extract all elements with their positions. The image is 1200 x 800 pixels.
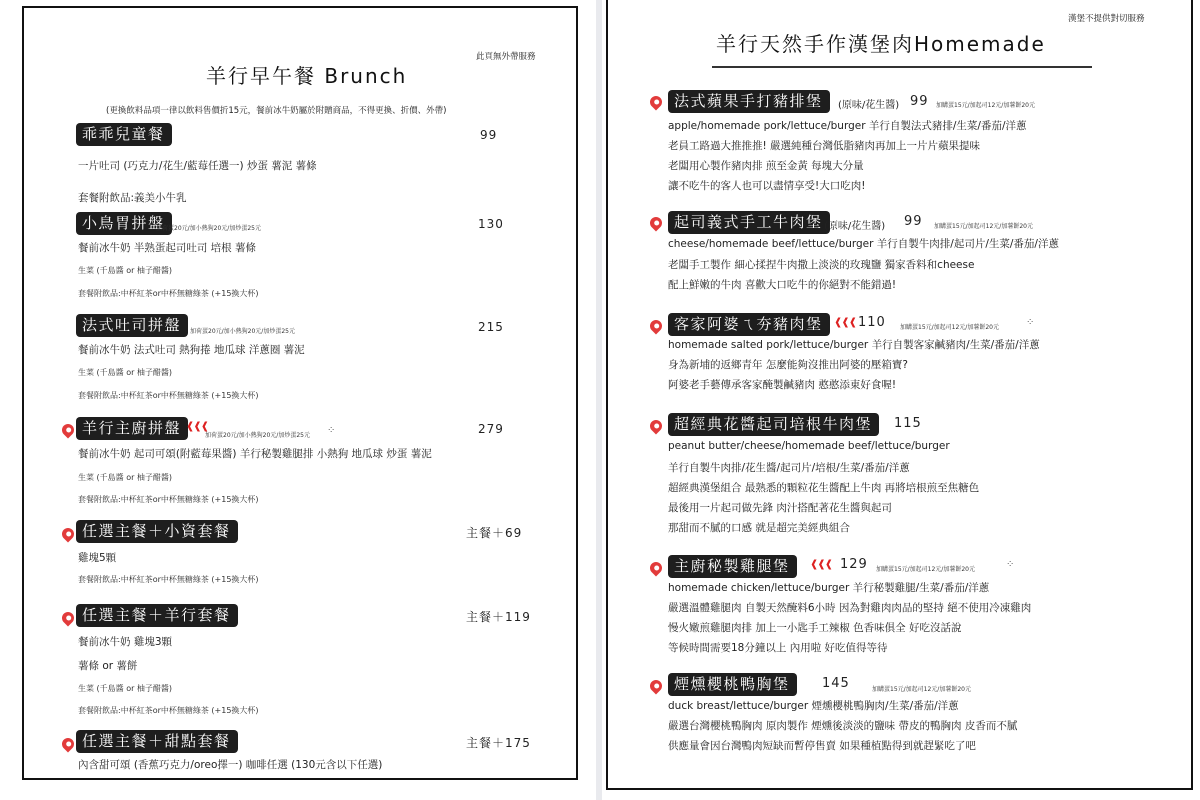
menu-item-desc: 一片吐司 (巧克力/花生/藍莓任選一) 炒蛋 薯泥 薯條 bbox=[78, 160, 317, 172]
burger-desc: 供應量會因台灣鴨肉短缺而暫停售賣 如果種植點得到就趕緊吃了吧 bbox=[668, 740, 976, 752]
burger-desc: homemade chicken/lettuce/burger 羊行秘製雞腿/生菜/番茄/洋蔥 bbox=[668, 582, 990, 594]
burger-name: 起司義式手工牛肉堡 bbox=[668, 211, 830, 234]
menu-item-desc: 餐前冰牛奶 半熟蛋起司吐司 培根 薯條 bbox=[78, 242, 257, 254]
brunch-menu-page bbox=[0, 0, 596, 800]
menu-item-price: 主餐＋69 bbox=[466, 526, 523, 540]
menu-item-salad: 生菜 (千島醬 or 柚子醋醬) bbox=[78, 473, 173, 482]
burger-name: 煙燻櫻桃鴨胸堡 bbox=[668, 673, 797, 696]
menu-item-price: 130 bbox=[478, 217, 504, 231]
menu-item-name: 任選主餐＋羊行套餐 bbox=[76, 604, 238, 627]
menu-item-name: 任選主餐＋小資套餐 bbox=[76, 520, 238, 543]
burger-desc: 讓不吃牛的客人也可以盡情享受!大口吃肉! bbox=[668, 180, 866, 192]
burger-addon: 加購蛋15元/加起司12元/加薯餅20元 bbox=[900, 324, 999, 331]
burger-price: 110 bbox=[858, 315, 886, 330]
burger-desc: 老闆手工製作 細心揉捏牛肉撒上淡淡的玫瑰鹽 獨家香料和cheese bbox=[668, 259, 975, 271]
menu-item-addon: 加荷蛋20元/加小熱狗20元/加炒蛋25元 bbox=[205, 432, 310, 439]
menu-item-salad: 生菜 (千島醬 or 柚子醋醬) bbox=[78, 368, 173, 377]
burger-desc: 那甜而不膩的口感 就是超完美經典組合 bbox=[668, 522, 850, 534]
burger-desc: 慢火嫩煎雞腿肉排 加上一小匙手工辣椒 色香味俱全 好吃沒話說 bbox=[668, 622, 962, 634]
menu-item-name: 乖乖兒童餐 bbox=[76, 123, 172, 146]
menu-item-name: 法式吐司拼盤 bbox=[76, 314, 188, 337]
bone-icon: ⁘ bbox=[1026, 317, 1035, 328]
burger-name: 主廚秘製雞腿堡 bbox=[668, 555, 797, 578]
menu-item-price: 主餐＋119 bbox=[466, 610, 531, 624]
burger-addon: 加購蛋15元/加起司12元/加薯餅20元 bbox=[934, 223, 1033, 230]
burger-desc: 超經典漢堡組合 最熟悉的顆粒花生醬配上牛肉 再將培根煎至焦糖色 bbox=[668, 482, 980, 494]
burger-name: 客家阿婆ㄟ夯豬肉堡 bbox=[668, 313, 830, 336]
burger-addon: 加購蛋15元/加起司12元/加薯餅20元 bbox=[936, 102, 1035, 109]
menu-item-drink: 套餐附飲品:中杯紅茶or中杯無糖綠茶 (+15換大杯) bbox=[78, 289, 259, 298]
burger-desc: duck breast/lettuce/burger 煙燻櫻桃鴨胸肉/生菜/番茄/洋蔥 bbox=[668, 700, 959, 712]
no-cut-note: 漢堡不提供對切服務 bbox=[1068, 14, 1145, 24]
menu-item-desc: 內含甜可頌 (香蕉巧克力/oreo擇一) 咖啡任選 (130元含以下任選) bbox=[78, 759, 383, 771]
burger-desc: 老闆用心製作豬肉排 煎至金黃 每塊大分量 bbox=[668, 160, 864, 172]
menu-item-desc: 餐前冰牛奶 起司可頌(附藍莓果醬) 羊行秘製雞腿排 小熱狗 地瓜球 炒蛋 薯泥 bbox=[78, 448, 432, 460]
menu-item-price: 215 bbox=[478, 320, 504, 334]
burger-desc: 老員工路過大推推推! 嚴選純種台灣低脂豬肉再加上一片片蘋果提味 bbox=[668, 140, 981, 152]
burger-desc: 嚴選溫體雞腿肉 自製天然醃料6小時 因為對雞肉肉品的堅持 絕不使用冷凍雞肉 bbox=[668, 602, 1032, 614]
menu-item-name: 羊行主廚拼盤 bbox=[76, 417, 188, 440]
page-title: 羊行早午餐 Brunch bbox=[206, 64, 408, 88]
menu-item-desc: 餐前冰牛奶 法式吐司 熱狗捲 地瓜球 洋蔥圈 薯泥 bbox=[78, 344, 305, 356]
menu-item-name: 任選主餐＋甜點套餐 bbox=[76, 730, 238, 753]
menu-item-drink: 套餐附飲品:中杯紅茶or中杯無糖綠茶 (+15換大杯) bbox=[78, 706, 259, 715]
burger-desc: 最後用一片起司做先鋒 肉汁搭配著花生醬與起司 bbox=[668, 502, 892, 514]
burger-addon: 加購蛋15元/加起司12元/加薯餅20元 bbox=[872, 686, 971, 693]
burger-price: 99 bbox=[910, 94, 929, 109]
burger-price: 115 bbox=[894, 416, 922, 431]
burger-sauce: (原味/花生醬) bbox=[838, 100, 900, 111]
menu-item-addon: 加荷蛋20元/加小熱狗20元/加炒蛋25元 bbox=[190, 328, 295, 335]
menu-item-name: 小鳥胃拼盤 bbox=[76, 212, 172, 235]
burger-price: 129 bbox=[840, 557, 868, 572]
bone-icon: ⁘ bbox=[1006, 559, 1015, 570]
menu-item-price: 279 bbox=[478, 422, 504, 436]
menu-item-drink: 套餐附飲品:中杯紅茶or中杯無糖綠茶 (+15換大杯) bbox=[78, 391, 259, 400]
menu-item-drink: 套餐附飲品:義美小牛乳 bbox=[78, 192, 187, 204]
burger-desc: homemade salted pork/lettuce/burger 羊行自製客家鹹豬肉/生菜/番茄/洋蔥 bbox=[668, 339, 1040, 351]
chili-icon: ❰❰❰ bbox=[810, 559, 833, 570]
burger-name: 超經典花醬起司培根牛肉堡 bbox=[668, 413, 879, 436]
page-title: 羊行天然手作漢堡肉Homemade bbox=[716, 32, 1046, 56]
burger-price: 99 bbox=[904, 214, 923, 229]
menu-item-desc: 雞塊5顆 bbox=[78, 552, 117, 564]
bone-icon: ⁘ bbox=[327, 425, 336, 436]
burger-desc: 配上鮮嫩的牛肉 喜歡大口吃牛的你絕對不能錯過! bbox=[668, 279, 897, 291]
menu-item-desc: 餐前冰牛奶 雞塊3顆 bbox=[78, 636, 173, 648]
burger-desc: cheese/homemade beef/lettuce/burger 羊行自製牛肉排/起司片/生菜/番茄/洋蔥 bbox=[668, 238, 1059, 250]
burger-price: 145 bbox=[822, 676, 850, 691]
menu-item-addon: 加荷蛋20元/加小熱狗20元/加炒蛋25元 bbox=[156, 225, 261, 232]
no-delivery-note: 此頁無外帶服務 bbox=[476, 52, 536, 62]
menu-item-salad: 生菜 (千島醬 or 柚子醋醬) bbox=[78, 684, 173, 693]
burger-addon: 加購蛋15元/加起司12元/加薯餅20元 bbox=[876, 566, 975, 573]
burger-desc: 羊行自製牛肉排/花生醬/起司片/培根/生菜/番茄/洋蔥 bbox=[668, 462, 910, 474]
burger-desc: 身為新埔的返鄉青年 怎麼能夠沒推出阿婆的壓箱寶? bbox=[668, 359, 908, 371]
menu-item-drink: 套餐附飲品:中杯紅茶or中杯無糖綠茶 (+15換大杯) bbox=[78, 575, 259, 584]
chili-icon: ❰❰❰ bbox=[186, 421, 209, 432]
menu-item-price: 主餐＋175 bbox=[466, 736, 531, 750]
burger-desc: 阿婆老手藝傳承客家醃製鹹豬肉 憨憨添東好食喔! bbox=[668, 379, 897, 391]
burger-name: 法式蘋果手打豬排堡 bbox=[668, 90, 830, 113]
menu-item-drink: 套餐附飲品:中杯紅茶or中杯無糖綠茶 (+15換大杯) bbox=[78, 495, 259, 504]
burger-desc: peanut butter/cheese/homemade beef/lettuce/burger bbox=[668, 440, 950, 452]
burger-sauce: (原味/花生醬) bbox=[824, 221, 886, 232]
burger-desc: 嚴選台灣櫻桃鴨胸肉 原肉製作 煙燻後淡淡的鹽味 帶皮的鴨胸肉 皮香而不膩 bbox=[668, 720, 1018, 732]
menu-item-salad: 生菜 (千島醬 or 柚子醋醬) bbox=[78, 266, 173, 275]
title-underline bbox=[712, 66, 1092, 68]
menu-item-desc: 薯條 or 薯餅 bbox=[78, 660, 138, 672]
policy-note: (更換飲料品項一律以飲料售價折15元，餐前冰牛奶屬於附贈商品，不得更換、折價、外帶) bbox=[106, 106, 447, 116]
burger-desc: apple/homemade pork/lettuce/burger 羊行自製法式豬排/生菜/番茄/洋蔥 bbox=[668, 120, 1027, 132]
menu-item-price: 99 bbox=[480, 128, 498, 142]
burger-menu-page bbox=[602, 0, 1200, 800]
burger-desc: 等候時間需要18分鐘以上 內用啦 好吃值得等待 bbox=[668, 642, 888, 654]
chili-icon: ❰❰❰ bbox=[834, 317, 857, 328]
